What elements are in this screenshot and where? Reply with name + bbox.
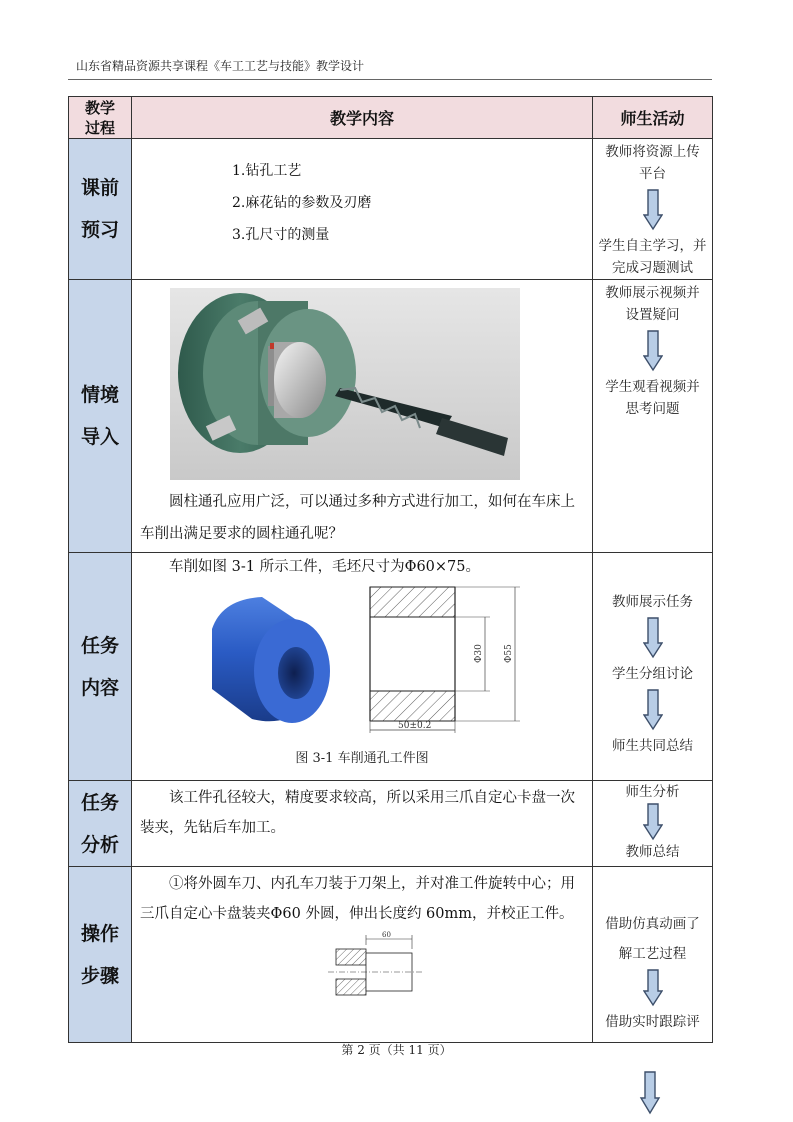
row-intro [69, 280, 713, 553]
table-header-row [69, 97, 713, 139]
workpiece-3d-image [192, 589, 342, 729]
label-preview: 课前预习 [69, 139, 132, 280]
task-activity-2: 学生分组讨论 [612, 666, 693, 682]
header-activity: 师生活动 [593, 97, 713, 139]
figure-caption: 图 3-1 车削通孔工件图 [295, 751, 429, 766]
task-activity-3: 师生共同总结 [612, 738, 693, 754]
page-header: 山东省精品资源共享课程《车工工艺与技能》教学设计 [76, 59, 365, 73]
down-arrow-icon [643, 969, 663, 1007]
steps-activity [593, 867, 713, 1043]
label-steps: 操作步骤 [69, 867, 132, 1043]
row-steps [69, 867, 713, 1043]
intro-activity-top: 教师展示视频并设置疑问 [605, 285, 700, 323]
analysis-activity-top: 师生分析 [625, 784, 680, 800]
preview-item-1: 1.钻孔工艺 [232, 163, 302, 179]
preview-activity-bottom: 学生自主学习，并完成习题测试 [598, 238, 707, 276]
steps-text: ①将外圆车刀、内孔车刀装于刀架上，并对准工件旋转中心；用三爪自定心卡盘装夹Φ60 外圆，伸出长度约 60mm，并校正工件。 [140, 876, 575, 922]
steps-content [132, 867, 593, 1043]
header-process: 教学过程 [69, 97, 132, 139]
row-preview [69, 139, 713, 280]
header-rule [68, 79, 712, 80]
steps-activity-bottom: 借助实时跟踪评 [605, 1014, 700, 1030]
analysis-content [132, 781, 593, 867]
intro-text: 圆柱通孔应用广泛，可以通过多种方式进行加工，如何在车床上车削出满足要求的圆柱通孔呢？ [140, 494, 575, 542]
down-arrow-icon [643, 803, 663, 841]
task-text: 车削如图 3-1 所示工件，毛坯尺寸为Φ60×75。 [169, 559, 481, 575]
label-task: 任务内容 [69, 553, 132, 781]
task-activity-1: 教师展示任务 [612, 594, 693, 610]
down-arrow-icon [643, 617, 663, 659]
label-intro: 情境导入 [69, 280, 132, 553]
dim-inner-label: Φ30 [474, 644, 484, 663]
intro-activity-bottom: 学生观看视频并思考问题 [605, 379, 700, 417]
preview-item-3: 3.孔尺寸的测量 [232, 227, 330, 243]
dim-length-label: 50±0.2 [398, 721, 432, 731]
intro-activity [593, 280, 713, 553]
down-arrow-icon [643, 689, 663, 731]
preview-activity [593, 139, 713, 280]
steps-activity-top: 借助仿真动画了解工艺过程 [605, 916, 700, 962]
preview-content [132, 139, 593, 280]
clamping-sketch [322, 931, 432, 1011]
lesson-table [68, 96, 713, 1043]
row-analysis [69, 781, 713, 867]
preview-activity-top: 教师将资源上传平台 [605, 144, 700, 182]
down-arrow-icon [639, 1071, 661, 1115]
lathe-drilling-image [170, 288, 520, 480]
analysis-activity [593, 781, 713, 867]
down-arrow-icon [643, 330, 663, 372]
analysis-text: 该工件孔径较大，精度要求较高，所以采用三爪自定心卡盘一次装夹，先钻后车加工。 [140, 790, 575, 836]
clamp-dim-label: 60 [382, 931, 391, 939]
row-task [69, 553, 713, 781]
down-arrow-icon [643, 189, 663, 231]
label-analysis: 任务分析 [69, 781, 132, 867]
workpiece-section-drawing [360, 585, 540, 735]
header-content: 教学内容 [132, 97, 593, 139]
task-activity [593, 553, 713, 781]
dim-outer-label: Φ55 [504, 644, 514, 663]
intro-content [132, 280, 593, 553]
analysis-activity-bottom: 教师总结 [625, 844, 680, 860]
page-footer: 第 2 页（共 11 页） [341, 1043, 452, 1057]
task-content [132, 553, 593, 781]
preview-item-2: 2.麻花钻的参数及刃磨 [232, 195, 372, 211]
